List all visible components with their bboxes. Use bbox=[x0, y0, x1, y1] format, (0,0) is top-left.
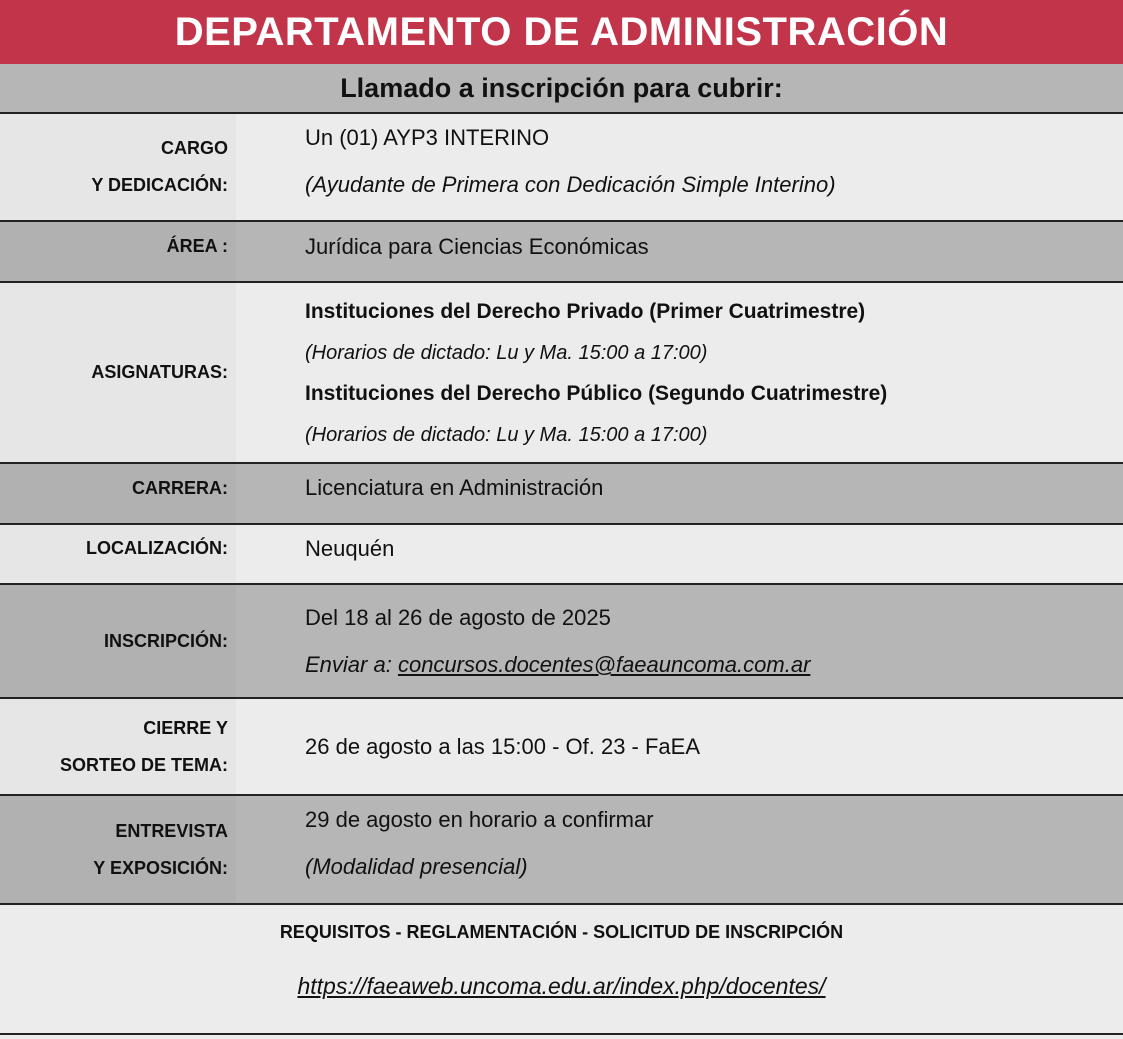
entrevista-label: ENTREVISTA Y EXPOSICIÓN: bbox=[0, 796, 236, 903]
entrevista-value: 29 de agosto en horario a confirmar (Modalidad presencial) bbox=[305, 807, 654, 879]
row-area bbox=[0, 222, 1123, 283]
cierre-value: 26 de agosto a las 15:00 - Of. 23 - FaEA bbox=[305, 734, 701, 759]
row-localizacion bbox=[0, 525, 1123, 585]
carrera-value: Licenciatura en Administración bbox=[305, 475, 604, 500]
inscripcion-value: Del 18 al 26 de agosto de 2025 Enviar a: concursos.docentes@faeauncoma.com.ar bbox=[236, 585, 1123, 697]
row-inscripcion bbox=[0, 585, 1123, 699]
carrera-label: CARRERA: bbox=[0, 464, 236, 523]
cierre-label: CIERRE Y SORTEO DE TEMA: bbox=[0, 699, 236, 794]
row-carrera bbox=[0, 464, 1123, 525]
row-asignaturas bbox=[0, 283, 1123, 464]
localizacion-value: Neuquén bbox=[305, 536, 395, 561]
area-label: ÁREA : bbox=[0, 222, 236, 281]
inscripcion-label: INSCRIPCIÓN: bbox=[0, 585, 236, 697]
localizacion-label: LOCALIZACIÓN: bbox=[0, 525, 236, 583]
asignaturas-value: Instituciones del Derecho Privado (Primer Cuatrimestre) (Horarios de dictado: Lu y Ma. 15:00 a 17:00) Instituciones del Derecho Público (Segundo Cuatrimestre) (Horarios de dictado: Lu y Ma. 15:00 a 17:00) bbox=[305, 299, 888, 446]
docentes-link[interactable]: https://faeaweb.uncoma.edu.ar/index.php/docentes/ bbox=[297, 973, 826, 999]
row-cierre bbox=[0, 699, 1123, 796]
send-to-line: Enviar a: concursos.docentes@faeauncoma.com.ar bbox=[305, 652, 811, 677]
cargo-label: CARGO Y DEDICACIÓN: bbox=[0, 114, 236, 220]
department-title: DEPARTAMENTO DE ADMINISTRACIÓN bbox=[0, 0, 1123, 64]
area-value: Jurídica para Ciencias Económicas bbox=[305, 234, 649, 259]
footer bbox=[0, 905, 1123, 1035]
call-subtitle: Llamado a inscripción para cubrir: bbox=[0, 64, 1123, 114]
row-cargo bbox=[0, 114, 1123, 222]
row-entrevista bbox=[0, 796, 1123, 905]
asignaturas-label: ASIGNATURAS: bbox=[0, 283, 236, 462]
cargo-value: Un (01) AYP3 INTERINO (Ayudante de Primera con Dedicación Simple Interino) bbox=[305, 125, 836, 197]
email-link[interactable]: concursos.docentes@faeauncoma.com.ar bbox=[397, 652, 811, 677]
requirements-heading: REQUISITOS - REGLAMENTACIÓN - SOLICITUD DE INSCRIPCIÓN bbox=[279, 922, 844, 942]
